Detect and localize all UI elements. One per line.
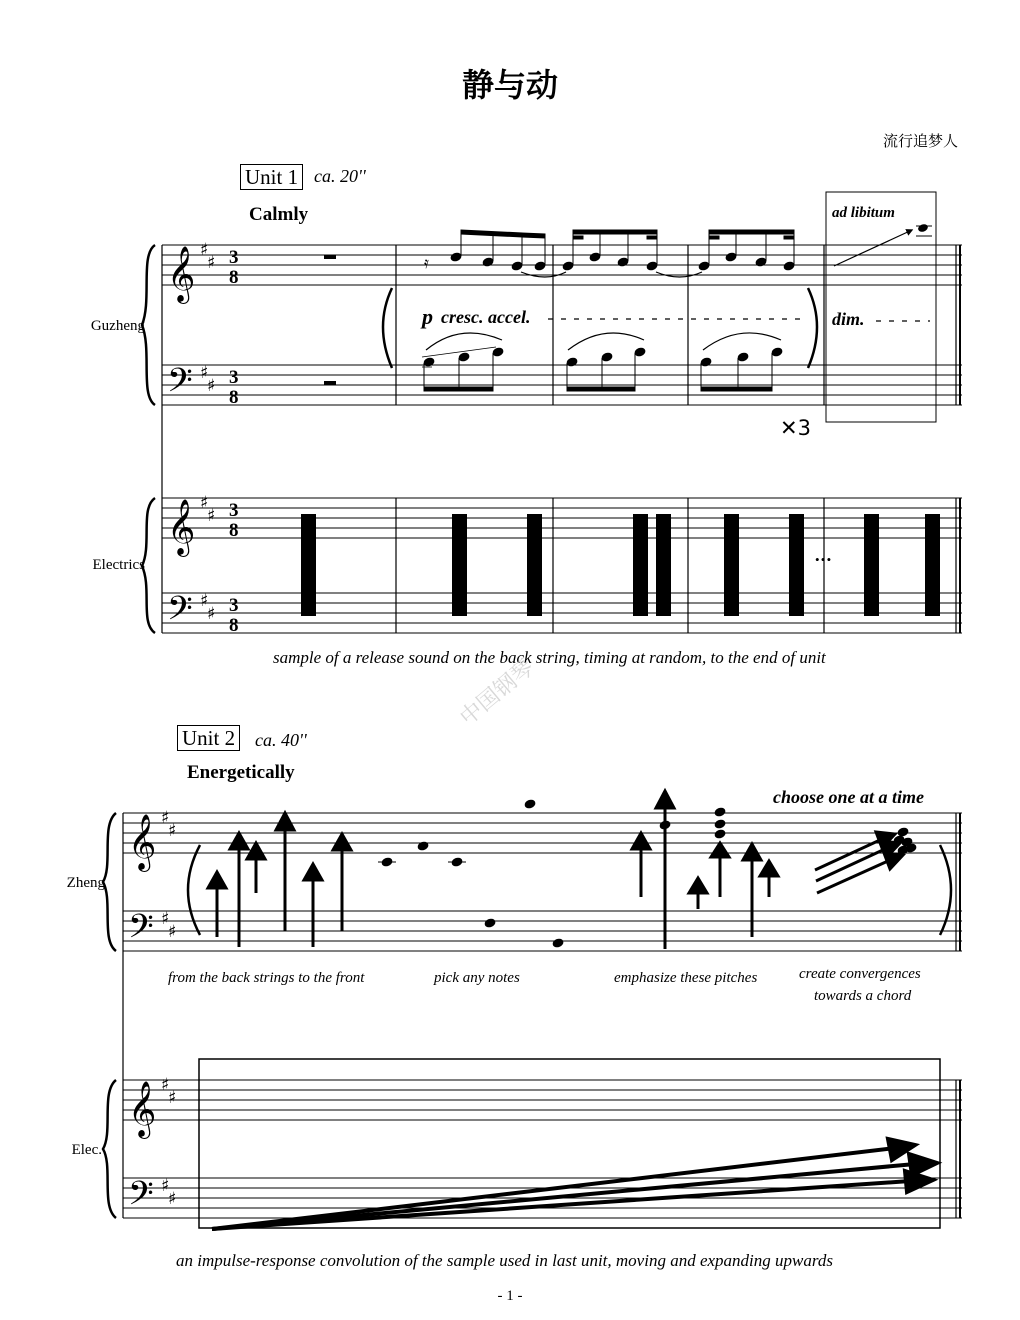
electrics-label: Electrics <box>92 557 145 573</box>
expansion-arrows <box>212 1139 937 1229</box>
zheng-bass-staff <box>123 911 962 951</box>
svg-text:♯: ♯ <box>207 506 216 526</box>
bass-clef-icon: 𝄢 <box>167 362 193 408</box>
svg-text:8: 8 <box>229 267 239 288</box>
electrics-sample-blocks <box>301 514 940 616</box>
annotation-towards-chord: towards a chord <box>814 988 912 1004</box>
unit1-tempo: Calmly <box>249 204 309 225</box>
svg-text:3: 3 <box>229 595 239 616</box>
watermark: 中国钢琴 <box>455 655 540 731</box>
svg-text:8: 8 <box>229 615 239 636</box>
bass-clef-icon: 𝄢 <box>128 908 154 954</box>
elec-label: Elec. <box>71 1142 102 1158</box>
repeat-paren-right <box>808 288 817 368</box>
guzheng-brace <box>142 245 155 405</box>
repeat-count: ✕3 <box>780 416 811 440</box>
annotation-emphasize: emphasize these pitches <box>614 970 758 986</box>
dynamic-marking: p <box>422 304 433 329</box>
expression-marking: cresc. accel. <box>441 307 531 327</box>
picked-notes <box>378 799 917 948</box>
dim-marking: dim. <box>832 309 865 329</box>
electrics-treble-staff <box>162 498 962 538</box>
svg-text:8: 8 <box>229 387 239 408</box>
svg-text:♯: ♯ <box>168 922 177 942</box>
unit2-tempo: Energetically <box>187 762 295 783</box>
cresc-dashes <box>548 319 930 321</box>
svg-text:♯: ♯ <box>161 1075 170 1095</box>
unit2-footnote: an impulse-response convolution of the sample used in last unit, moving and expanding upwards <box>176 1251 833 1270</box>
unit2-duration: ca. 40'' <box>255 730 307 750</box>
svg-text:♯: ♯ <box>207 376 216 396</box>
svg-text:♯: ♯ <box>200 493 209 513</box>
unit1-label: Unit 1 <box>240 164 303 190</box>
unit2-clefs <box>128 814 156 1221</box>
rest-icon <box>324 255 336 259</box>
svg-text:♯: ♯ <box>161 909 170 929</box>
repeat-paren-left <box>383 288 392 368</box>
guzheng-bass-staff <box>162 365 962 405</box>
zheng-label: Zheng <box>66 875 105 891</box>
continuation-dots: • • • <box>815 552 831 567</box>
electrics-brace <box>142 498 155 633</box>
convergence-arrows <box>815 832 903 893</box>
bass-clef-icon: 𝄢 <box>128 1175 154 1221</box>
zheng-brace <box>103 813 116 951</box>
bass-slurs <box>426 333 781 350</box>
electrics-bass-staff <box>162 593 962 633</box>
svg-text:♯: ♯ <box>161 808 170 828</box>
elec-brace <box>103 1080 116 1218</box>
unit1-clefs <box>167 246 195 636</box>
ad-libitum-marking: ad libitum <box>832 205 895 221</box>
svg-text:♯: ♯ <box>200 363 209 383</box>
svg-text:3: 3 <box>229 367 239 388</box>
elec-treble-staff <box>123 1080 962 1120</box>
svg-text:3: 3 <box>229 500 239 521</box>
composer-name: 流行追梦人 <box>882 132 958 150</box>
guzheng-bass-notes <box>422 347 783 391</box>
unit1-time-signatures <box>229 247 239 636</box>
choose-one-marking: choose one at a time <box>773 787 924 807</box>
guzheng-treble-staff <box>162 245 962 285</box>
unit1-footnote: sample of a release sound on the back string, timing at random, to the end of unit <box>273 648 826 667</box>
svg-text:♯: ♯ <box>168 821 177 841</box>
svg-text:♯: ♯ <box>207 604 216 624</box>
rest-icon <box>324 381 336 385</box>
svg-text:♯: ♯ <box>168 1189 177 1209</box>
svg-text:♯: ♯ <box>200 240 209 260</box>
unit1-key-signatures <box>200 240 215 624</box>
svg-text:8: 8 <box>229 520 239 541</box>
guzheng-label: Guzheng <box>90 318 145 334</box>
annotation-back-strings: from the back strings to the front <box>168 970 365 986</box>
svg-text:♯: ♯ <box>200 591 209 611</box>
sixteenth-rest-icon: 𝄿 <box>424 253 429 272</box>
unit2-key-signatures <box>161 808 176 1209</box>
svg-text:♯: ♯ <box>207 253 216 273</box>
unit1-duration: ca. 20'' <box>314 166 366 186</box>
svg-text:3: 3 <box>229 247 239 268</box>
treble-clef-icon: 𝄞 <box>167 499 196 555</box>
treble-clef-icon: 𝄞 <box>128 1081 157 1137</box>
unit2-final-barlines <box>956 813 960 1218</box>
unit2-label: Unit 2 <box>177 725 240 751</box>
treble-clef-icon: 𝄞 <box>167 246 196 302</box>
svg-text:♯: ♯ <box>161 1176 170 1196</box>
zheng-treble-staff <box>123 813 962 853</box>
svg-text:♯: ♯ <box>168 1088 177 1108</box>
bass-clef-icon: 𝄢 <box>167 590 193 636</box>
score-title: 静与动 <box>461 66 558 104</box>
page-number: - 1 - <box>497 1288 523 1304</box>
annotation-pick-notes: pick any notes <box>434 970 520 986</box>
annotation-convergences: create convergences <box>799 966 921 982</box>
treble-clef-icon: 𝄞 <box>128 814 157 870</box>
glissando-arrow <box>834 230 912 266</box>
